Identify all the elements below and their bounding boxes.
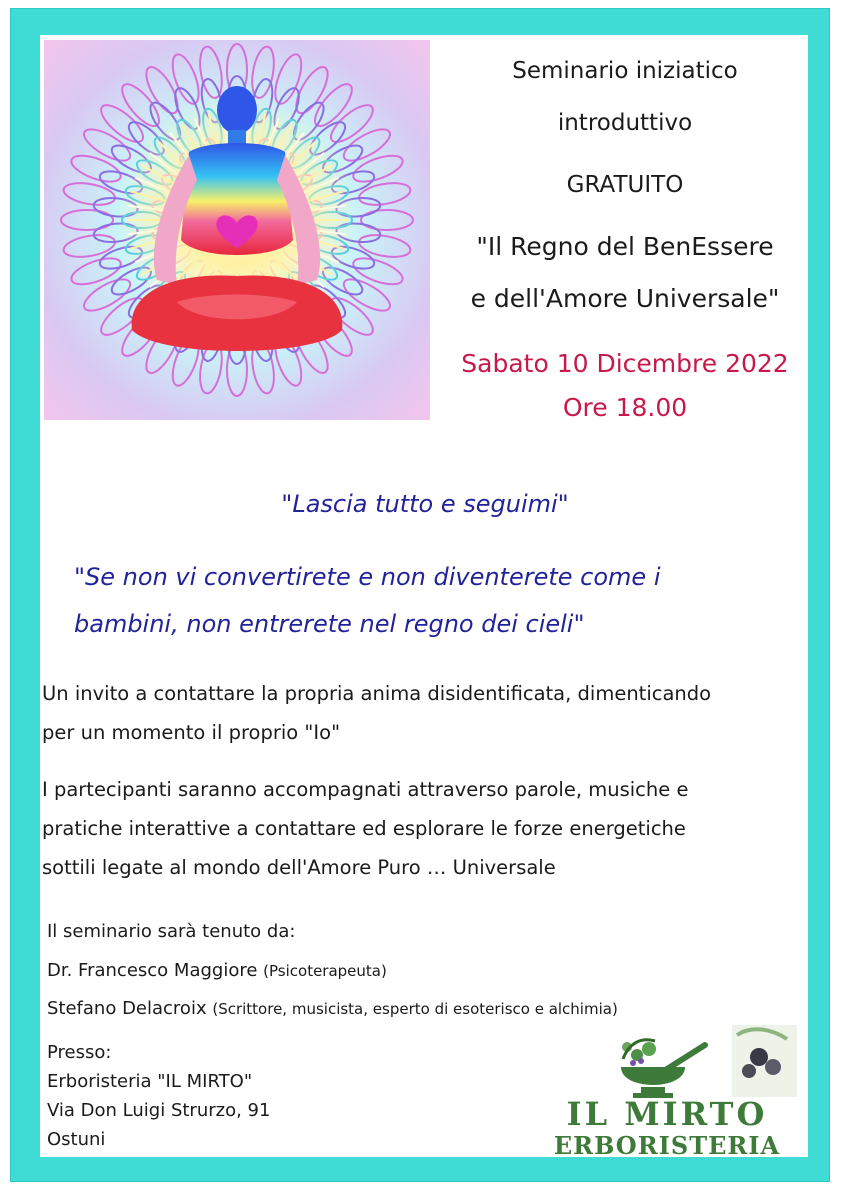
details-paragraph-line-3: sottili legate al mondo dell'Amore Puro … Universale — [42, 856, 556, 879]
venue-street: Via Don Luigi Strurzo, 91 — [47, 1100, 271, 1121]
venue-label: Presso: — [47, 1042, 112, 1063]
venue-city: Ostuni — [47, 1129, 106, 1150]
seminar-type-line: Seminario iniziatico — [512, 58, 738, 84]
speaker-2-name: Stefano Delacroix — [47, 998, 207, 1019]
speaker-1-name: Dr. Francesco Maggiore — [47, 960, 258, 981]
quote-2-line-2: bambini, non entrerete nel regno dei cieli" — [74, 610, 585, 638]
free-label: GRATUITO — [566, 172, 684, 198]
il-mirto-logo — [537, 1025, 797, 1163]
speaker-2 — [47, 998, 618, 1019]
seminar-type-line-2: introduttivo — [557, 110, 693, 136]
details-paragraph-line-2: pratiche interattive a contattare ed esplorare le forze energetiche — [42, 817, 686, 840]
intro-paragraph-line-1: Un invito a contattare la propria anima disidentificata, dimenticando — [42, 682, 712, 705]
event-time: Ore 18.00 — [562, 393, 688, 422]
speaker-1 — [47, 960, 387, 981]
logo-word-erboristeria: ERBORISTERIA — [553, 1131, 781, 1160]
meditation-mandala-illustration — [44, 40, 430, 420]
logo-word-il-mirto: IL MIRTO — [566, 1095, 768, 1133]
seminar-title-line-1: "Il Regno del BenEssere — [476, 232, 774, 261]
event-date: Sabato 10 Dicembre 2022 — [461, 349, 789, 378]
seminar-title-line-2: e dell'Amore Universale" — [470, 284, 780, 313]
speaker-1-role: (Psicoterapeuta) — [263, 962, 387, 980]
venue-name: Erboristeria "IL MIRTO" — [47, 1071, 253, 1092]
speaker-2-role: (Scrittore, musicista, esperto di esoterisco e alchimia) — [212, 1000, 618, 1018]
quote-2-line-1: "Se non vi convertirete e non diventerete come i — [74, 563, 661, 591]
quote-1: "Lascia tutto e seguimi" — [281, 490, 569, 518]
intro-paragraph-line-2: per un momento il proprio "Io" — [42, 721, 341, 744]
details-paragraph-line-1: I partecipanti saranno accompagnati attraverso parole, musiche e — [42, 778, 689, 801]
speakers-intro: Il seminario sarà tenuto da: — [47, 921, 296, 942]
